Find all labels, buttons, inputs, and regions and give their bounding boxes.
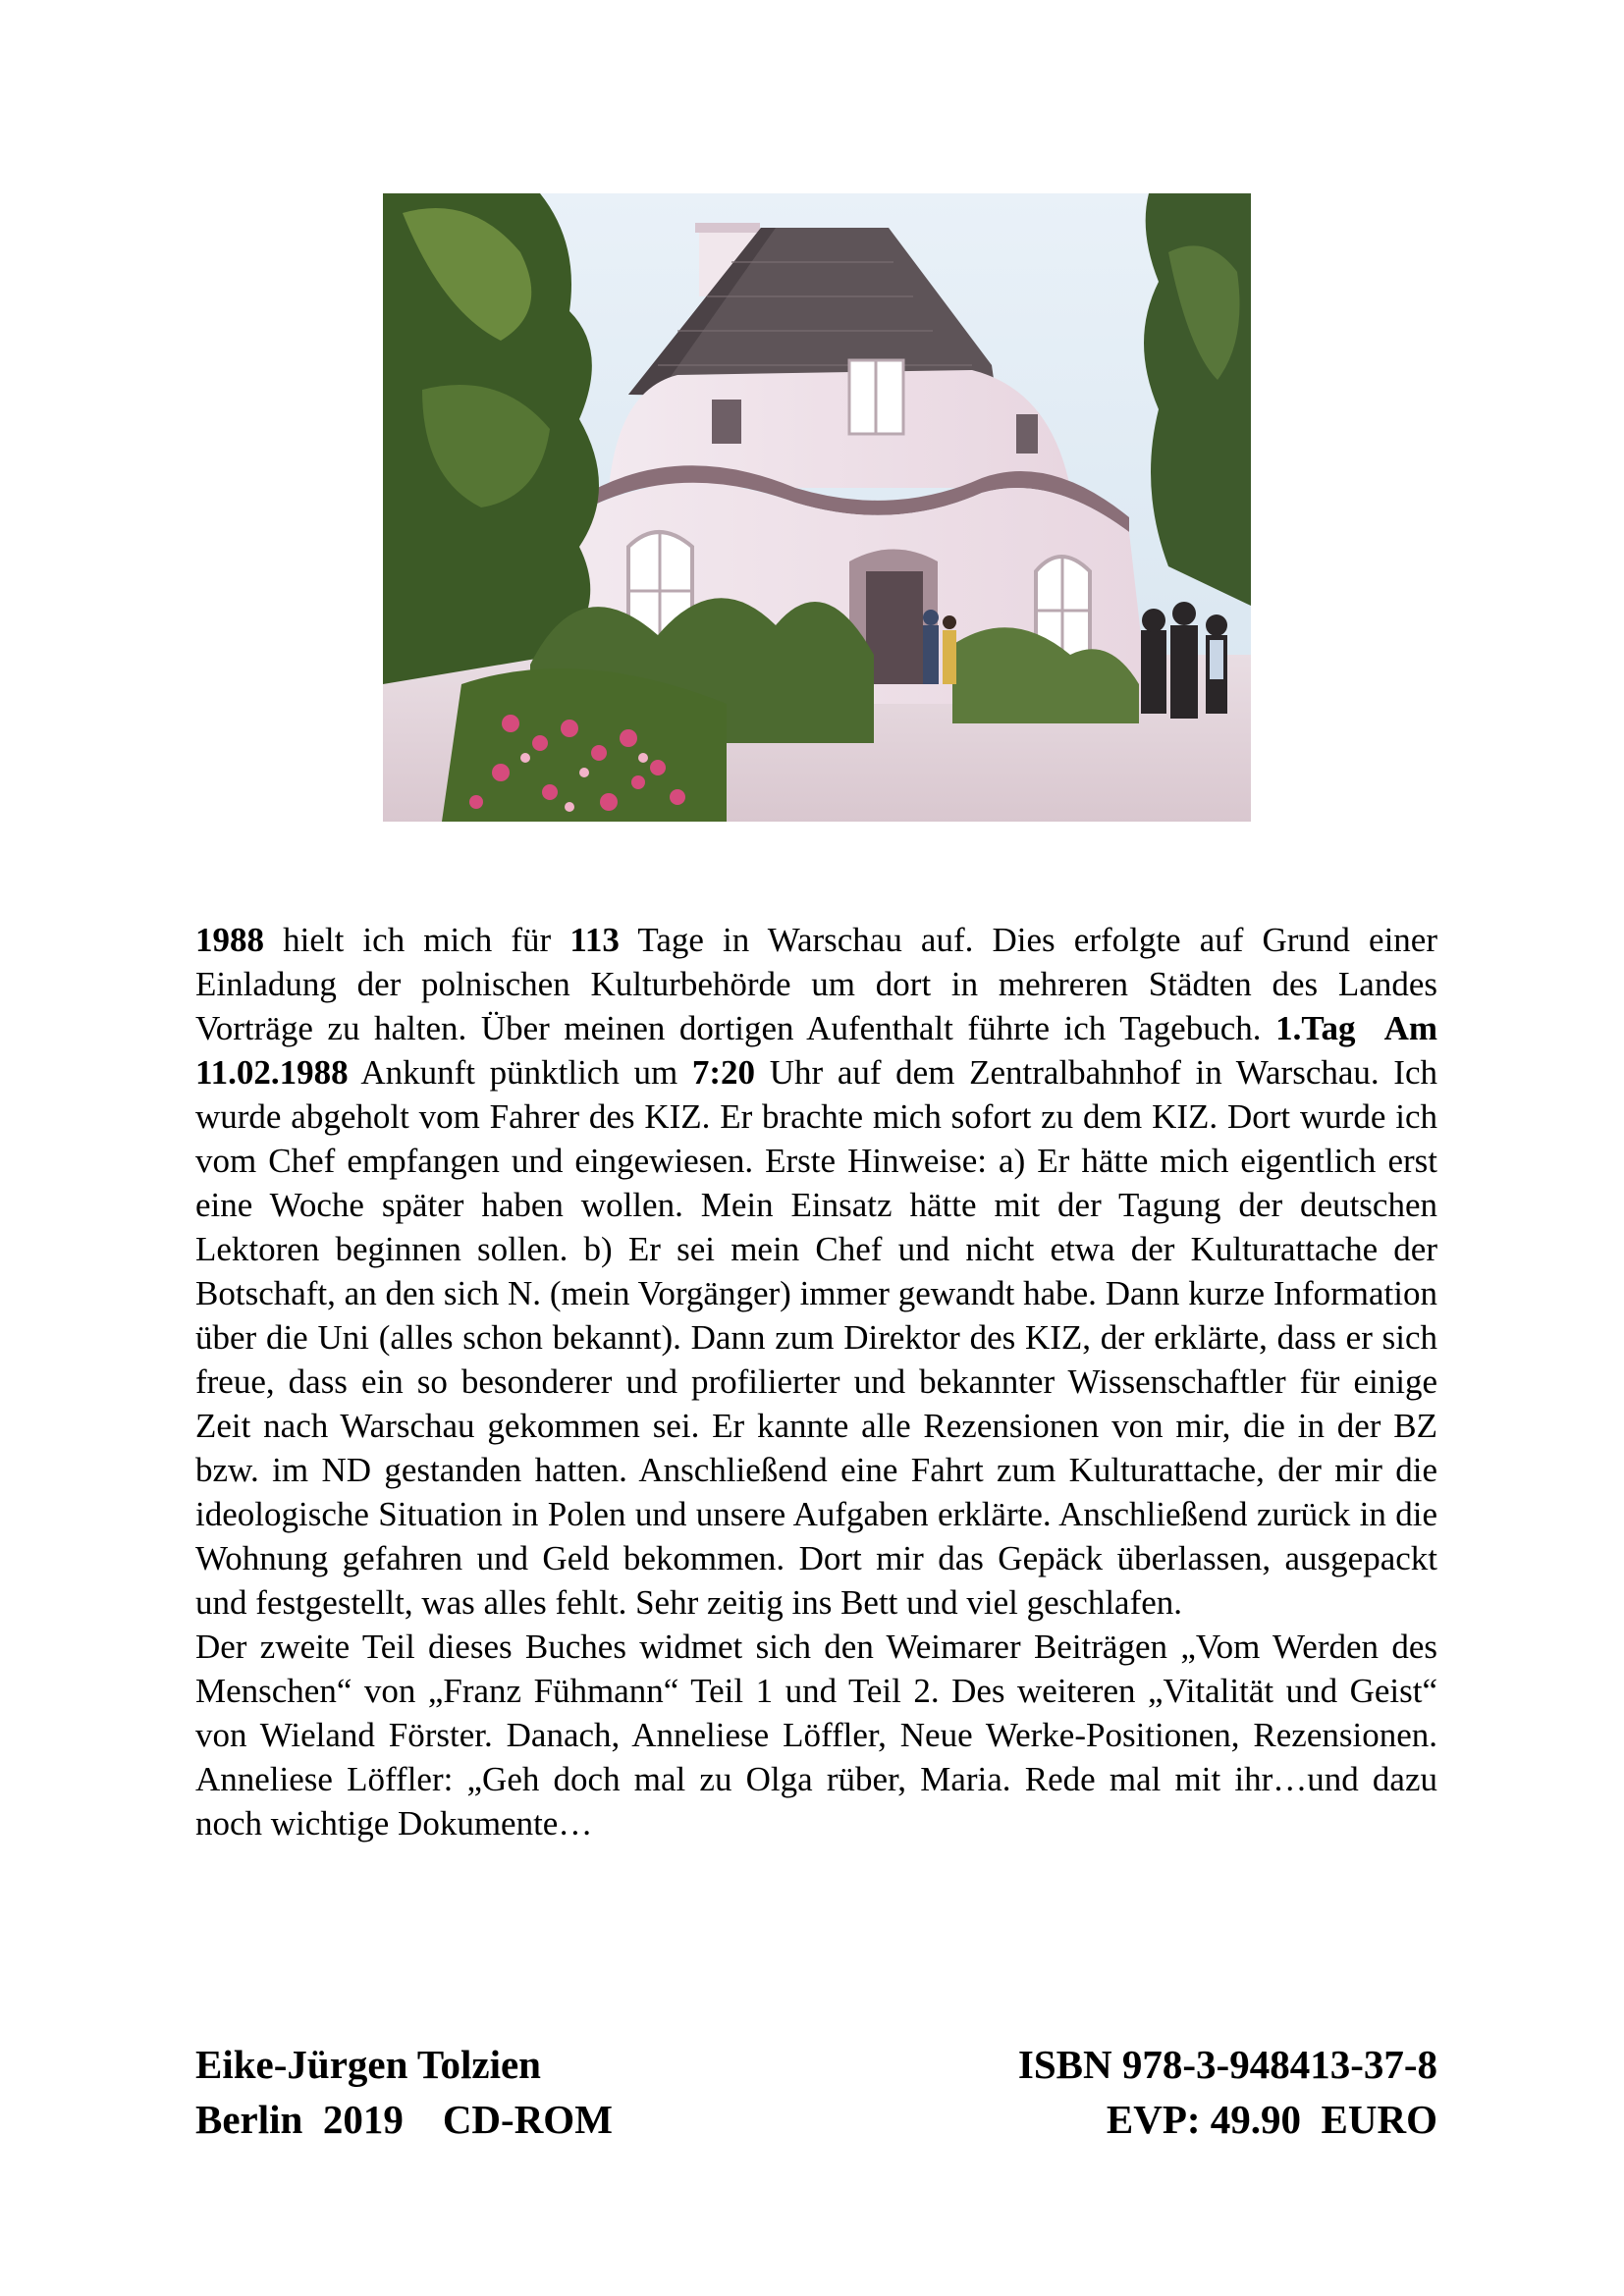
footer-row-1 <box>195 2037 1437 2092</box>
author-name: Eike-Jürgen Tolzien <box>195 2042 541 2087</box>
day-label: 1.Tag <box>1275 1009 1356 1047</box>
date-label: Am 11.02.1988 <box>195 1009 1437 1092</box>
book-footer <box>195 2037 1437 2147</box>
house-photo <box>383 193 1251 822</box>
medium: CD-ROM <box>442 2097 613 2142</box>
year-label: 1988 <box>195 921 264 959</box>
price: EVP: 49.90 EURO <box>1106 2097 1437 2142</box>
house-photo-icon <box>383 193 1251 822</box>
arrival-time: 7:20 <box>691 1053 756 1092</box>
isbn: ISBN 978-3-948413-37-8 <box>1017 2042 1437 2087</box>
place-year: Berlin 2019 <box>195 2097 404 2142</box>
paragraph-diary: 1988 hielt ich mich für 113 Tage in Warschau auf. Dies erfolgte auf Grund einer Einladung der polnischen Kulturbehörde um dort in mehreren Städten des Landes Vorträge zu halten. Über meinen dortigen Aufenthalt führte ich Tagebuch. 1.Tag Am 11.02.1988 Ankunft pünktlich um 7:20 Uhr auf dem Zentralbahnhof in Warschau. Ich wurde abgeholt vom Fahrer des KIZ. Er brachte mich sofort zu dem KIZ. Dort wurde ich vom Chef empfangen und eingewiesen. Erste Hinweise: a) Er hätte mich eigentlich erst eine Woche später haben wollen. Mein Einsatz hätte mit der Tagung der deutschen Lektoren beginnen sollen. b) Er sei mein Chef und nicht etwa der Kulturattache der Botschaft, an den sich N. (mein Vorgänger) immer gewandt habe. Dann kurze Information über die Uni (alles schon bekannt). Dann zum Direktor des KIZ, der erklärte, dass er sich freue, dass ein so besonderer und profilierter und bekannter Wissenschaftler für einige Zeit nach Warschau gekommen sei. Er kannte alle Rezensionen von mir, die in der BZ bzw. im ND gestanden hatten. Anschließend eine Fahrt zum Kulturattache, der mir die ideologische Situation in Polen und unsere Aufgaben erklärte. Anschließend zurück in die Wohnung gefahren und Geld bekommen. Dort mir das Gepäck überlassen, ausgepackt und festgestellt, was alles fehlt. Sehr zeitig ins Bett und viel geschlafen. <box>195 921 1438 1622</box>
paragraph-second-part: Der zweite Teil dieses Buches widmet sich den Weimarer Beiträgen „Vom Werden des Menschen“ von „Franz Fühmann“ Teil 1 und Teil 2. Des weiteren „Vitalität und Geist“ von Wieland Förster. Danach, Anneliese Löffler, Neue Werke-Positionen, Rezensionen. Anneliese Löffler: „Geh doch mal zu Olga rüber, Maria. Rede mal mit ihr…und dazu noch wichtige Dokumente… <box>195 1628 1437 1842</box>
publication-info <box>195 2092 613 2147</box>
days-count: 113 <box>569 921 620 959</box>
footer-row-2 <box>195 2092 1437 2147</box>
description-text <box>195 918 1437 1845</box>
